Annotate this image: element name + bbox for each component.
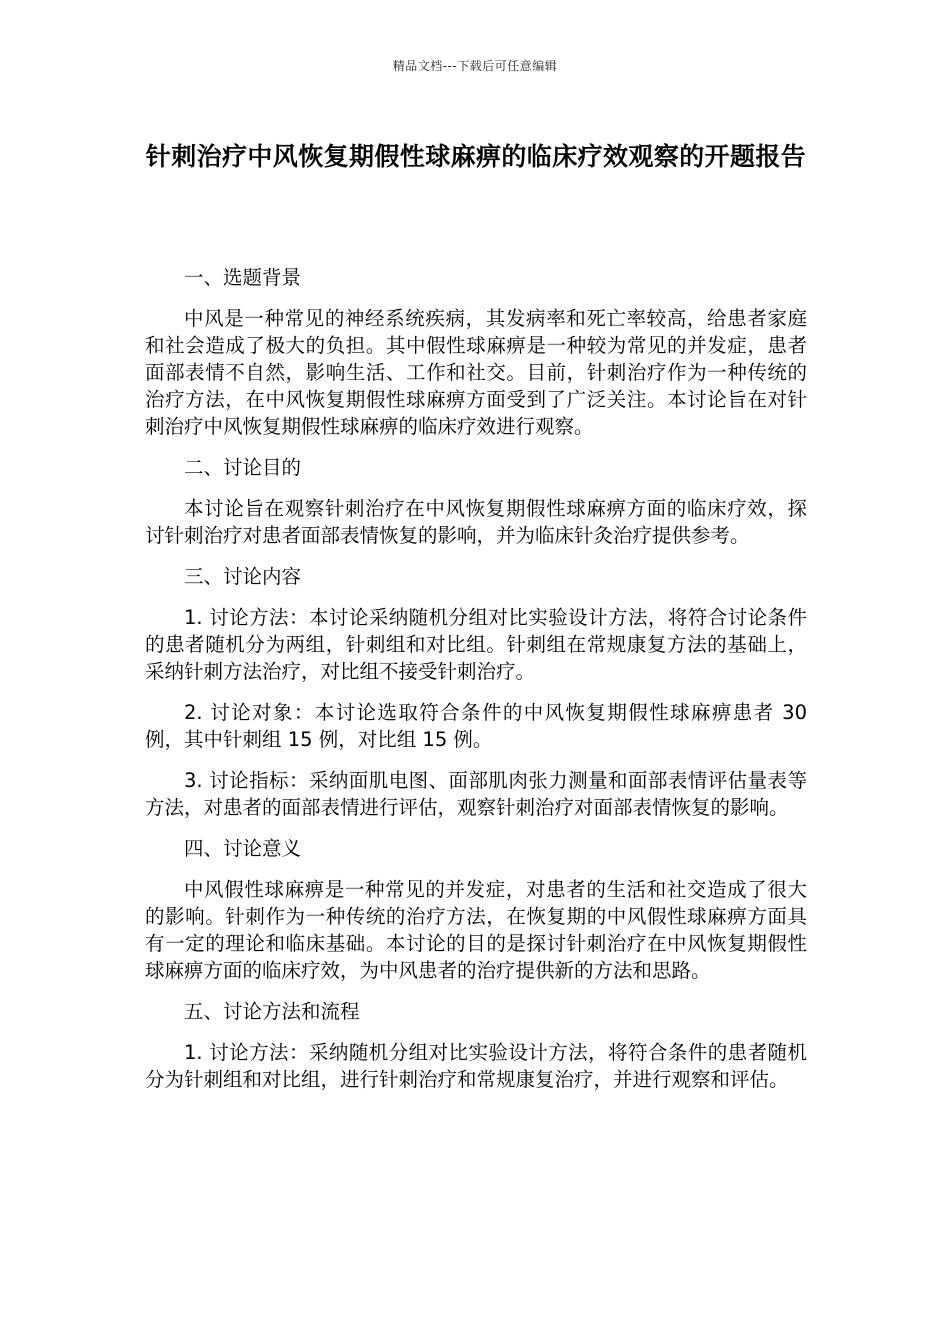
- paragraph-subjects: 2. 讨论对象：本讨论选取符合条件的中风恢复期假性球麻痹患者 30 例，其中针刺组 15 例，对比组 15 例。: [145, 701, 807, 751]
- section-heading-process: 五、讨论方法和流程: [184, 1000, 360, 1023]
- section-heading-content: 三、讨论内容: [184, 565, 302, 588]
- paragraph-background: 中风是一种常见的神经系统疾病，其发病率和死亡率较高，给患者家庭和社会造成了极大的负担。其中假性球麻痹是一种较为常见的并发症，患者面部表情不自然，影响生活、工作和社交。目前，针刺治疗作为一种传统的治疗方法，在中风恢复期假性球麻痹方面受到了广泛关注。本讨论旨在对针刺治疗中风恢复期假性球麻痹的临床疗效进行观察。: [145, 307, 807, 438]
- document-title: 针刺治疗中风恢复期假性球麻痹的临床疗效观察的开题报告: [145, 142, 807, 171]
- section-heading-significance: 四、讨论意义: [184, 837, 302, 860]
- header-note: 精品文档---下载后可任意编辑: [392, 59, 558, 73]
- paragraph-significance: 中风假性球麻痹是一种常见的并发症，对患者的生活和社交造成了很大的影响。针刺作为一种传统的治疗方法，在恢复期的中风假性球麻痹方面具有一定的理论和临床基础。本讨论的目的是探讨针刺治疗在中风恢复期假性球麻痹方面的临床疗效，为中风患者的治疗提供新的方法和思路。: [145, 878, 807, 982]
- paragraph-process-method: 1. 讨论方法：采纳随机分组对比实验设计方法，将符合条件的患者随机分为针刺组和对比组，进行针刺治疗和常规康复治疗，并进行观察和评估。: [145, 1041, 807, 1091]
- section-heading-background: 一、选题背景: [184, 266, 302, 289]
- paragraph-indicators: 3. 讨论指标：采纳面肌电图、面部肌肉张力测量和面部表情评估量表等方法，对患者的面部表情进行评估，观察针刺治疗对面部表情恢复的影响。: [145, 769, 807, 819]
- document-body: [145, 264, 807, 1107]
- paragraph-purpose: 本讨论旨在观察针刺治疗在中风恢复期假性球麻痹方面的临床疗效，探讨针刺治疗对患者面部表情恢复的影响，并为临床针灸治疗提供参考。: [145, 497, 807, 547]
- paragraph-method: 1. 讨论方法：本讨论采纳随机分组对比实验设计方法，将符合讨论条件的患者随机分为两组，针刺组和对比组。针刺组在常规康复方法的基础上，采纳针刺方法治疗，对比组不接受针刺治疗。: [145, 606, 807, 683]
- section-heading-purpose: 二、讨论目的: [184, 456, 302, 479]
